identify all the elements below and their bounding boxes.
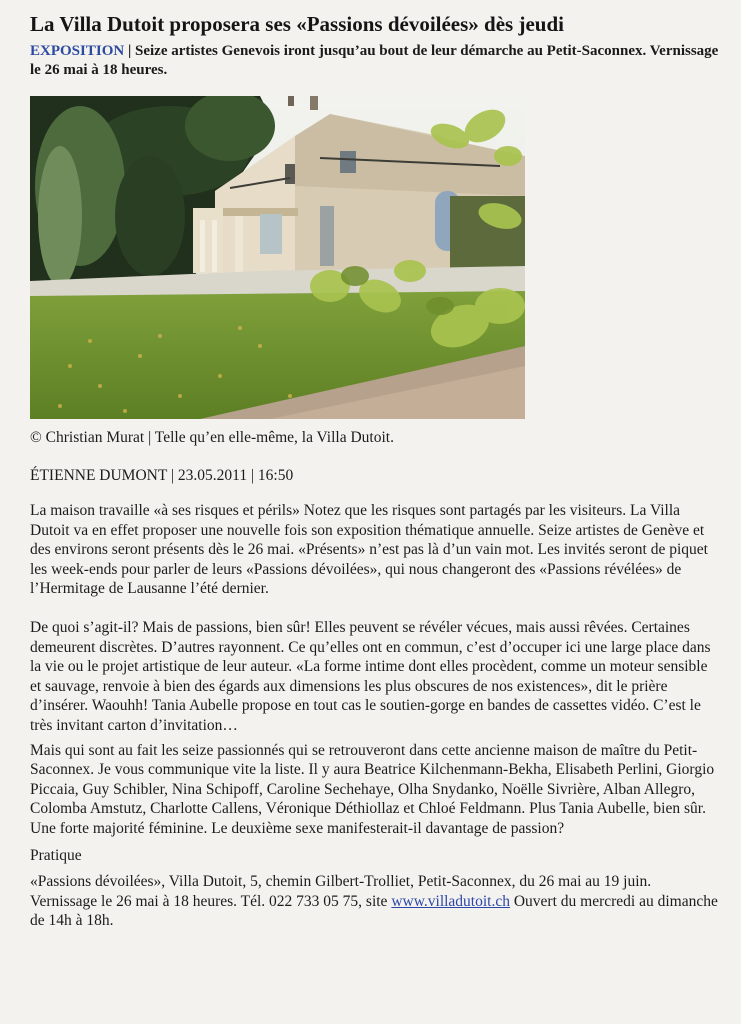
byline: ÉTIENNE DUMONT | 23.05.2011 | 16:50 <box>30 467 294 484</box>
section-kicker: EXPOSITION <box>30 43 125 59</box>
villa-photo <box>30 96 525 419</box>
article-headline: La Villa Dutoit proposera ses «Passions dévoilées» dès jeudi <box>30 12 564 36</box>
paragraph-2: De quoi s’agit-il? Mais de passions, bien sûr! Elles peuvent se révéler vécues, mais aussi rêvées. Certaines demeurent discrètes. D’autres rayonnent. Ce qu’elles ont en commun, c’est d’occuper ici une large place dans la vie ou le projet artistique de leur auteur. «La forme intime dont elles procèdent, comme un moteur sensible et sauvage, renvoie à bien des égards aux dimensions les plus obscures de nos existences», dit le prière d’insérer. Waouhh! Tania Aubelle propose en tout cas le soutien-gorge en bandes de cassettes vidéo. C’est le très invitant carton d’invitation… <box>30 618 711 734</box>
practical-info <box>30 872 720 931</box>
lead-text: | Seize artistes Genevois iront jusqu’au bout de leur démarche au Petit-Saconnex. Vernissage le 26 mai à 18 heures. <box>30 43 719 78</box>
website-link[interactable]: www.villadutoit.ch <box>391 892 510 910</box>
photo-caption: © Christian Murat | Telle qu’en elle-même, la Villa Dutoit. <box>30 429 394 446</box>
opening-hours: Ouvert du mercredi au dimanche de 14h à 18h. <box>30 892 718 930</box>
article <box>30 10 720 931</box>
paragraph-1: La maison travaille «à ses risques et périls» Notez que les risques sont partagés par les visiteurs. La Villa Dutoit va en effet proposer une nouvelle fois son exposition thématique annuelle. Seize artistes de Genève et des environs seront présents dès le 26 mai. «Présents» n’est pas là d’un vain mot. Les invités seront de piquet les week-ends pour parler de leurs «Passions dévoilées», qui nous changeront des «Passions révélées» de l’Hermitage de Lausanne l’été dernier. <box>30 502 708 598</box>
paragraph-3: Mais qui sont au fait les seize passionnés qui se retrouveront dans cette ancienne maison de maître du Petit-Saconnex. Je vous communique vite la liste. Il y aura Beatrice Kilchenmann-Bekha, Elisabeth Perlini, Giorgio Piccaia, Guy Schibler, Nina Schipoff, Caroline Sechehaye, Olha Snydanko, Noëlle Sivrière, Alban Allegro, Colomba Amstutz, Charlotte Callens, Véronique Déthiollaz et Chloé Feldmann. Plus Tania Aubelle, bien sûr. Une forte majorité féminine. Le deuxième sexe manifesterait-il davantage de passion? <box>30 741 715 837</box>
practical-heading: Pratique <box>30 846 82 864</box>
practical-text: «Passions dévoilées», Villa Dutoit, 5, chemin Gilbert-Trolliet, Petit-Saconnex, du 26 mai au 19 juin. Vernissage le 26 mai à 18 heures. Tél. 022 733 05 75, site <box>30 873 652 910</box>
article-lead <box>30 42 720 80</box>
